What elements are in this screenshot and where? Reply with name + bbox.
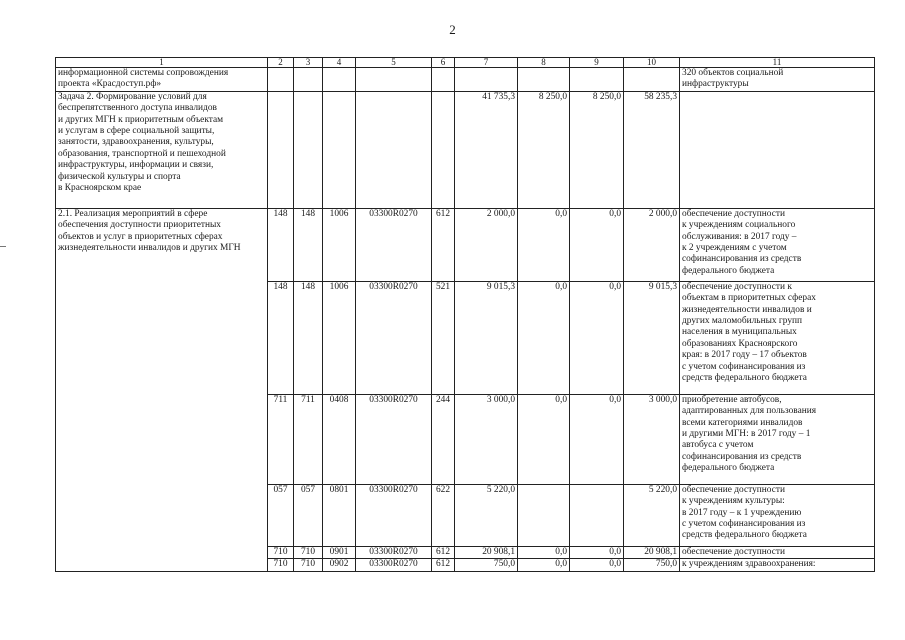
text-line: жизнедеятельности инвалидов и — [682, 304, 812, 315]
code-cell — [432, 68, 455, 92]
page-number: 2 — [449, 22, 456, 37]
text-line: проекта «Красдоступ.рф» — [58, 79, 162, 90]
text-line: с учетом софинансирования из — [682, 519, 806, 530]
text-line: инфраструктуры, информации и связи, — [58, 160, 214, 171]
code-cell: 710 — [294, 546, 323, 558]
code-cell: 03300R0270 — [356, 394, 432, 484]
amount-cell: 0,0 — [570, 559, 624, 571]
text-line: физической культуры и спорта — [58, 171, 181, 182]
scan-edge-mark — [0, 246, 6, 247]
code-cell — [294, 91, 323, 208]
text-line: с учетом софинансирования из — [682, 361, 806, 372]
table-row — [56, 91, 875, 208]
amount-cell: 8 250,0 — [570, 91, 624, 208]
amount-cell: 5 220,0 — [455, 484, 518, 546]
amount-cell: 9 015,3 — [624, 281, 680, 394]
header-row — [56, 58, 875, 68]
text-line: обеспечение доступности — [682, 208, 785, 219]
amount-cell — [518, 68, 570, 92]
text-line: обеспечение доступности — [682, 484, 785, 495]
text-line: образованиях Красноярского — [682, 338, 798, 349]
text-line: федерального бюджета — [682, 463, 775, 474]
text-line: и других МГН к приоритетным объектам — [58, 114, 224, 125]
header-cell: 9 — [570, 58, 624, 68]
code-cell: 710 — [294, 559, 323, 571]
code-cell — [268, 91, 294, 208]
header-cell: 1 — [56, 58, 268, 68]
text-line: софинансирования из средств — [682, 451, 802, 462]
amount-cell: 0,0 — [518, 394, 570, 484]
code-cell: 622 — [432, 484, 455, 546]
code-cell: 03300R0270 — [356, 559, 432, 571]
code-cell: 057 — [294, 484, 323, 546]
text-line: Задача 2. Формирование условий для — [58, 91, 207, 102]
amount-cell: 5 220,0 — [624, 484, 680, 546]
code-cell: 710 — [268, 559, 294, 571]
code-cell: 148 — [268, 208, 294, 281]
code-cell: 03300R0270 — [356, 281, 432, 394]
amount-cell: 0,0 — [570, 394, 624, 484]
code-cell — [268, 68, 294, 92]
text-line: инфраструктуры — [682, 79, 749, 90]
code-cell: 612 — [432, 546, 455, 558]
text-line: и услугам в сфере социальной защиты, — [58, 126, 215, 137]
header-cell: 4 — [323, 58, 356, 68]
text-line: информационной системы сопровождения — [58, 68, 229, 78]
code-cell: 0408 — [323, 394, 356, 484]
amount-cell: 0,0 — [518, 546, 570, 558]
text-line: обеспечение доступности к — [682, 281, 792, 292]
amount-cell: 41 735,3 — [455, 91, 518, 208]
amount-cell: 0,0 — [570, 208, 624, 281]
text-line: софинансирования из средств — [682, 254, 802, 265]
header-cell: 3 — [294, 58, 323, 68]
result-cell — [680, 546, 875, 558]
code-cell: 0801 — [323, 484, 356, 546]
table-row — [56, 68, 875, 92]
text-line: населения в муниципальных — [682, 327, 797, 338]
code-cell: 612 — [432, 208, 455, 281]
text-line: обеспечения доступности приоритетных — [58, 220, 221, 231]
text-line: в 2017 году – к 1 учреждению — [682, 507, 802, 518]
code-cell: 521 — [432, 281, 455, 394]
result-cell — [680, 559, 875, 571]
text-line: к учреждениям здравоохранения: — [682, 559, 816, 570]
code-cell: 711 — [268, 394, 294, 484]
result-cell — [680, 484, 875, 546]
header-cell: 11 — [680, 58, 875, 68]
text-line: образования, транспортной и пешеходной — [58, 148, 226, 159]
result-cell — [680, 208, 875, 281]
code-cell — [294, 68, 323, 92]
code-cell — [323, 91, 356, 208]
text-line: приобретение автобусов, — [682, 394, 782, 405]
amount-cell: 750,0 — [624, 559, 680, 571]
code-cell: 612 — [432, 559, 455, 571]
text-line: беспрепятственного доступа инвалидов — [58, 103, 217, 114]
text-line: края: в 2017 году – 17 объектов — [682, 350, 807, 361]
code-cell: 1006 — [323, 281, 356, 394]
header-cell: 6 — [432, 58, 455, 68]
amount-cell: 2 000,0 — [455, 208, 518, 281]
amount-cell: 3 000,0 — [455, 394, 518, 484]
amount-cell: 2 000,0 — [624, 208, 680, 281]
code-cell — [356, 91, 432, 208]
code-cell: 03300R0270 — [356, 208, 432, 281]
text-line: адаптированных для пользования — [682, 406, 817, 417]
amount-cell: 0,0 — [570, 281, 624, 394]
code-cell: 148 — [294, 208, 323, 281]
code-cell: 0902 — [323, 559, 356, 571]
table-body — [56, 68, 875, 572]
code-cell — [432, 91, 455, 208]
text-line: к учреждениям социального — [682, 220, 796, 231]
text-line: объектов и услуг в приоритетных сферах — [58, 231, 223, 242]
description-cell — [56, 68, 268, 92]
code-cell: 148 — [294, 281, 323, 394]
text-line: федерального бюджета — [682, 265, 775, 276]
header-cell: 5 — [356, 58, 432, 68]
text-line: других маломобильных групп — [682, 316, 803, 327]
text-line: объектам в приоритетных сферах — [682, 293, 816, 304]
amount-cell: 0,0 — [518, 559, 570, 571]
amount-cell: 0,0 — [518, 281, 570, 394]
description-cell — [56, 91, 268, 208]
text-line: к 2 учреждениям с учетом — [682, 243, 787, 254]
amount-cell — [624, 68, 680, 92]
header-cell: 10 — [624, 58, 680, 68]
result-cell — [680, 394, 875, 484]
text-line: средств федерального бюджета — [682, 530, 807, 541]
result-cell — [680, 91, 875, 208]
code-cell — [356, 68, 432, 92]
text-line: жизнедеятельности инвалидов и других МГН — [58, 243, 241, 254]
amount-cell: 3 000,0 — [624, 394, 680, 484]
header-cell: 8 — [518, 58, 570, 68]
result-cell — [680, 281, 875, 394]
code-cell: 711 — [294, 394, 323, 484]
amount-cell — [455, 68, 518, 92]
text-line: в Красноярском крае — [58, 183, 142, 194]
amount-cell: 9 015,3 — [455, 281, 518, 394]
code-cell: 03300R0270 — [356, 546, 432, 558]
text-line: 320 объектов социальной — [682, 68, 784, 78]
text-line: обслуживания: в 2017 году – — [682, 231, 797, 242]
text-line: обеспечение доступности — [682, 546, 785, 557]
code-cell: 710 — [268, 546, 294, 558]
code-cell: 1006 — [323, 208, 356, 281]
code-cell: 03300R0270 — [356, 484, 432, 546]
result-cell — [680, 68, 875, 92]
amount-cell — [518, 484, 570, 546]
amount-cell — [570, 68, 624, 92]
amount-cell: 750,0 — [455, 559, 518, 571]
text-line: к учреждениям культуры: — [682, 496, 785, 507]
amount-cell: 20 908,1 — [455, 546, 518, 558]
text-line: занятости, здравоохранения, культуры, — [58, 137, 214, 148]
description-cell — [56, 208, 268, 571]
amount-cell: 20 908,1 — [624, 546, 680, 558]
code-cell — [323, 68, 356, 92]
program-table — [55, 57, 875, 572]
amount-cell: 0,0 — [570, 546, 624, 558]
text-line: автобуса с учетом — [682, 440, 754, 451]
code-cell: 057 — [268, 484, 294, 546]
text-line: 2.1. Реализация мероприятий в сфере — [58, 208, 208, 219]
amount-cell: 58 235,3 — [624, 91, 680, 208]
text-line: всеми категориями инвалидов — [682, 417, 803, 428]
amount-cell — [570, 484, 624, 546]
code-cell: 148 — [268, 281, 294, 394]
amount-cell: 0,0 — [518, 208, 570, 281]
text-line: средств федерального бюджета — [682, 373, 807, 384]
code-cell: 244 — [432, 394, 455, 484]
header-cell: 2 — [268, 58, 294, 68]
table-row — [56, 208, 875, 281]
amount-cell: 8 250,0 — [518, 91, 570, 208]
text-line: и другими МГН: в 2017 году – 1 — [682, 429, 811, 440]
code-cell: 0901 — [323, 546, 356, 558]
header-cell: 7 — [455, 58, 518, 68]
